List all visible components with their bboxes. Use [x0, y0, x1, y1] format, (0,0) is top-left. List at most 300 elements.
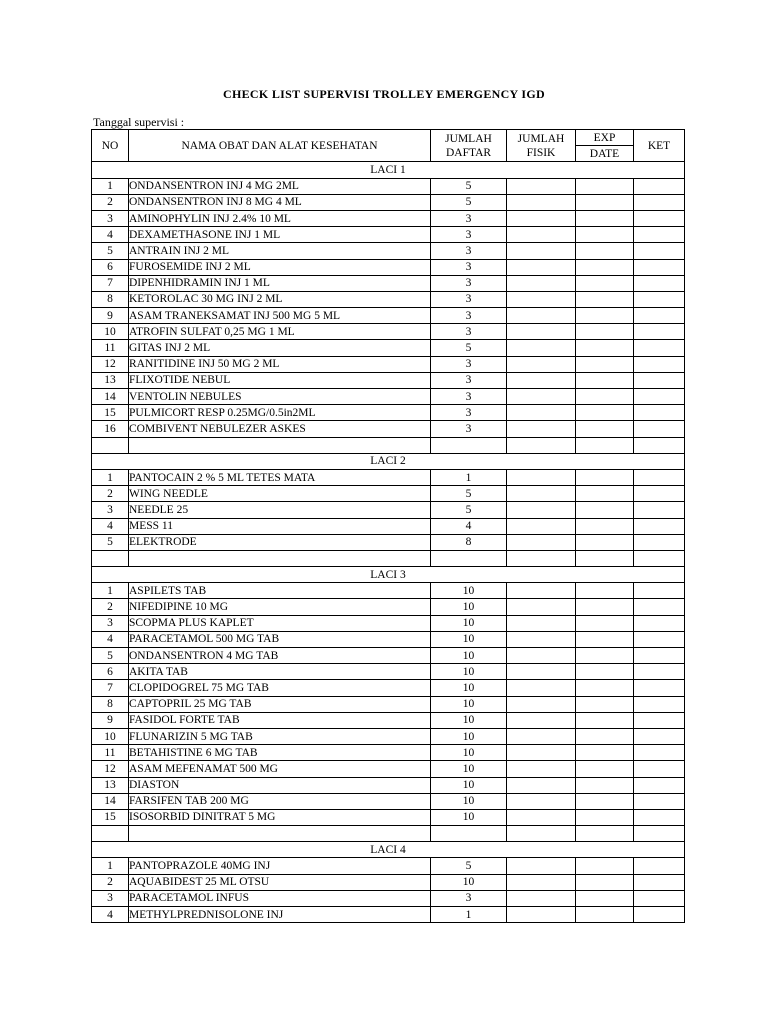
table-row: [92, 648, 685, 664]
jumlah-daftar-value: 5: [431, 502, 507, 518]
item-number: 14: [92, 793, 129, 809]
header-jumlah-fisik-line2: FISIK: [526, 146, 556, 159]
section-label: LACI 1: [92, 162, 685, 178]
jumlah-fisik-cell: [507, 890, 576, 906]
exp-date-cell: [576, 308, 634, 324]
jumlah-daftar-value: 10: [431, 745, 507, 761]
exp-date-cell: [576, 259, 634, 275]
ket-cell: [634, 664, 685, 680]
exp-date-cell: [576, 518, 634, 534]
item-number: 11: [92, 745, 129, 761]
jumlah-daftar-value: 3: [431, 210, 507, 226]
jumlah-fisik-cell: [507, 194, 576, 210]
table-row: [92, 291, 685, 307]
jumlah-daftar-value: 10: [431, 583, 507, 599]
item-number: 3: [92, 502, 129, 518]
exp-date-cell: [576, 486, 634, 502]
exp-date-cell: [576, 777, 634, 793]
ket-cell: [634, 486, 685, 502]
jumlah-fisik-cell: [507, 728, 576, 744]
ket-cell: [634, 680, 685, 696]
jumlah-daftar-value: 10: [431, 631, 507, 647]
table-row: [92, 712, 685, 728]
ket-cell: [634, 728, 685, 744]
exp-date-cell: [576, 194, 634, 210]
jumlah-daftar-value: 10: [431, 664, 507, 680]
table-row: [92, 372, 685, 388]
tanggal-supervisi-label: Tanggal supervisi :: [93, 115, 185, 129]
exp-date-cell: [576, 696, 634, 712]
blank-cell: [507, 550, 576, 566]
item-name: KETOROLAC 30 MG INJ 2 ML: [129, 291, 431, 307]
jumlah-fisik-cell: [507, 664, 576, 680]
table-row: [92, 340, 685, 356]
jumlah-daftar-value: 5: [431, 178, 507, 194]
jumlah-fisik-cell: [507, 793, 576, 809]
table-row: [92, 275, 685, 291]
blank-row: [92, 826, 685, 842]
item-name: DIASTON: [129, 777, 431, 793]
table-row: [92, 728, 685, 744]
item-number: 7: [92, 275, 129, 291]
item-name: ANTRAIN INJ 2 ML: [129, 243, 431, 259]
exp-date-cell: [576, 615, 634, 631]
ket-cell: [634, 291, 685, 307]
exp-date-cell: [576, 680, 634, 696]
table-row: [92, 518, 685, 534]
jumlah-fisik-cell: [507, 858, 576, 874]
ket-cell: [634, 712, 685, 728]
table-row: [92, 210, 685, 226]
item-number: 5: [92, 534, 129, 550]
item-number: 11: [92, 340, 129, 356]
table-row: [92, 631, 685, 647]
ket-cell: [634, 631, 685, 647]
item-number: 15: [92, 809, 129, 825]
jumlah-daftar-value: 3: [431, 243, 507, 259]
jumlah-daftar-value: 10: [431, 809, 507, 825]
jumlah-daftar-value: 10: [431, 615, 507, 631]
jumlah-fisik-cell: [507, 291, 576, 307]
jumlah-daftar-value: 10: [431, 599, 507, 615]
jumlah-daftar-value: 5: [431, 858, 507, 874]
exp-date-cell: [576, 631, 634, 647]
exp-date-cell: [576, 809, 634, 825]
table-row: [92, 178, 685, 194]
item-name: CAPTOPRIL 25 MG TAB: [129, 696, 431, 712]
item-name: METHYLPREDNISOLONE INJ: [129, 907, 431, 923]
jumlah-fisik-cell: [507, 874, 576, 890]
header-jumlah-daftar-line2: DAFTAR: [445, 146, 492, 159]
item-number: 6: [92, 664, 129, 680]
jumlah-fisik-cell: [507, 518, 576, 534]
exp-date-cell: [576, 648, 634, 664]
jumlah-daftar-value: 10: [431, 761, 507, 777]
ket-cell: [634, 372, 685, 388]
item-name: NIFEDIPINE 10 MG: [129, 599, 431, 615]
blank-cell: [576, 550, 634, 566]
jumlah-fisik-cell: [507, 275, 576, 291]
ket-cell: [634, 405, 685, 421]
exp-date-cell: [576, 227, 634, 243]
jumlah-fisik-cell: [507, 696, 576, 712]
ket-cell: [634, 275, 685, 291]
exp-date-cell: [576, 324, 634, 340]
jumlah-fisik-cell: [507, 486, 576, 502]
table-row: [92, 502, 685, 518]
ket-cell: [634, 518, 685, 534]
exp-date-cell: [576, 178, 634, 194]
jumlah-daftar-value: 10: [431, 680, 507, 696]
table-row: [92, 599, 685, 615]
item-number: 12: [92, 356, 129, 372]
section-label: LACI 4: [92, 842, 685, 858]
table-row: [92, 421, 685, 437]
item-name: PARACETAMOL INFUS: [129, 890, 431, 906]
jumlah-fisik-cell: [507, 712, 576, 728]
table-row: [92, 583, 685, 599]
jumlah-daftar-value: 3: [431, 421, 507, 437]
table-row: [92, 356, 685, 372]
item-number: 1: [92, 858, 129, 874]
ket-cell: [634, 421, 685, 437]
jumlah-fisik-cell: [507, 615, 576, 631]
blank-cell: [634, 826, 685, 842]
item-number: 1: [92, 178, 129, 194]
ket-cell: [634, 745, 685, 761]
checklist-table: [91, 129, 685, 923]
exp-date-cell: [576, 728, 634, 744]
table-row: [92, 405, 685, 421]
jumlah-fisik-cell: [507, 777, 576, 793]
item-name: DEXAMETHASONE INJ 1 ML: [129, 227, 431, 243]
ket-cell: [634, 194, 685, 210]
table-row: [92, 486, 685, 502]
item-name: DIPENHIDRAMIN INJ 1 ML: [129, 275, 431, 291]
exp-date-cell: [576, 405, 634, 421]
jumlah-fisik-cell: [507, 405, 576, 421]
header-jumlah-fisik: [507, 130, 576, 162]
header-row-1: [92, 130, 685, 146]
table-row: [92, 469, 685, 485]
ket-cell: [634, 874, 685, 890]
jumlah-daftar-value: 10: [431, 648, 507, 664]
jumlah-daftar-value: 10: [431, 728, 507, 744]
item-number: 13: [92, 777, 129, 793]
item-number: 5: [92, 648, 129, 664]
exp-date-cell: [576, 291, 634, 307]
table-row: [92, 809, 685, 825]
item-number: 3: [92, 615, 129, 631]
section-label: LACI 3: [92, 567, 685, 583]
jumlah-daftar-value: 10: [431, 696, 507, 712]
table-row: [92, 907, 685, 923]
header-exp: EXP: [576, 130, 634, 146]
jumlah-fisik-cell: [507, 648, 576, 664]
ket-cell: [634, 324, 685, 340]
blank-cell: [431, 826, 507, 842]
exp-date-cell: [576, 907, 634, 923]
ket-cell: [634, 890, 685, 906]
item-number: 16: [92, 421, 129, 437]
item-number: 5: [92, 243, 129, 259]
jumlah-fisik-cell: [507, 680, 576, 696]
section-row: [92, 162, 685, 178]
item-name: ASAM MEFENAMAT 500 MG: [129, 761, 431, 777]
item-name: AKITA TAB: [129, 664, 431, 680]
ket-cell: [634, 469, 685, 485]
item-name: PULMICORT RESP 0.25MG/0.5in2ML: [129, 405, 431, 421]
blank-row: [92, 437, 685, 453]
table-row: [92, 259, 685, 275]
jumlah-fisik-cell: [507, 469, 576, 485]
item-name: ASPILETS TAB: [129, 583, 431, 599]
ket-cell: [634, 534, 685, 550]
jumlah-daftar-value: 3: [431, 308, 507, 324]
exp-date-cell: [576, 243, 634, 259]
jumlah-daftar-value: 10: [431, 874, 507, 890]
table-row: [92, 745, 685, 761]
item-name: ATROFIN SULFAT 0,25 MG 1 ML: [129, 324, 431, 340]
item-name: VENTOLIN NEBULES: [129, 389, 431, 405]
jumlah-fisik-cell: [507, 340, 576, 356]
item-name: ONDANSENTRON 4 MG TAB: [129, 648, 431, 664]
table-row: [92, 761, 685, 777]
item-name: COMBIVENT NEBULEZER ASKES: [129, 421, 431, 437]
ket-cell: [634, 793, 685, 809]
exp-date-cell: [576, 793, 634, 809]
jumlah-daftar-value: 3: [431, 259, 507, 275]
ket-cell: [634, 227, 685, 243]
jumlah-fisik-cell: [507, 809, 576, 825]
jumlah-fisik-cell: [507, 907, 576, 923]
exp-date-cell: [576, 858, 634, 874]
ket-cell: [634, 210, 685, 226]
jumlah-daftar-value: 3: [431, 389, 507, 405]
header-name: NAMA OBAT DAN ALAT KESEHATAN: [129, 130, 431, 162]
table-row: [92, 324, 685, 340]
exp-date-cell: [576, 534, 634, 550]
exp-date-cell: [576, 372, 634, 388]
exp-date-cell: [576, 356, 634, 372]
table-row: [92, 696, 685, 712]
section-row: [92, 842, 685, 858]
jumlah-daftar-value: 10: [431, 793, 507, 809]
item-number: 15: [92, 405, 129, 421]
item-number: 3: [92, 210, 129, 226]
exp-date-cell: [576, 389, 634, 405]
ket-cell: [634, 502, 685, 518]
table-row: [92, 680, 685, 696]
blank-row: [92, 550, 685, 566]
ket-cell: [634, 178, 685, 194]
item-number: 6: [92, 259, 129, 275]
item-number: 2: [92, 874, 129, 890]
item-number: 2: [92, 194, 129, 210]
document-title: CHECK LIST SUPERVISI TROLLEY EMERGENCY IGD: [223, 87, 545, 101]
ket-cell: [634, 259, 685, 275]
ket-cell: [634, 243, 685, 259]
blank-cell: [634, 437, 685, 453]
table-body: [92, 162, 685, 923]
item-name: ISOSORBID DINITRAT 5 MG: [129, 809, 431, 825]
item-number: 9: [92, 308, 129, 324]
jumlah-daftar-value: 3: [431, 291, 507, 307]
blank-cell: [576, 826, 634, 842]
exp-date-cell: [576, 712, 634, 728]
blank-cell: [507, 826, 576, 842]
blank-cell: [92, 437, 129, 453]
jumlah-fisik-cell: [507, 324, 576, 340]
item-name: PARACETAMOL 500 MG TAB: [129, 631, 431, 647]
jumlah-fisik-cell: [507, 178, 576, 194]
item-name: FUROSEMIDE INJ 2 ML: [129, 259, 431, 275]
item-name: CLOPIDOGREL 75 MG TAB: [129, 680, 431, 696]
item-name: SCOPMA PLUS KAPLET: [129, 615, 431, 631]
item-name: GITAS INJ 2 ML: [129, 340, 431, 356]
table-row: [92, 858, 685, 874]
jumlah-daftar-value: 10: [431, 712, 507, 728]
jumlah-fisik-cell: [507, 631, 576, 647]
jumlah-daftar-value: 8: [431, 534, 507, 550]
table-row: [92, 227, 685, 243]
blank-cell: [129, 826, 431, 842]
exp-date-cell: [576, 745, 634, 761]
blank-cell: [507, 437, 576, 453]
item-number: 7: [92, 680, 129, 696]
item-name: ONDANSENTRON INJ 4 MG 2ML: [129, 178, 431, 194]
jumlah-daftar-value: 1: [431, 907, 507, 923]
exp-date-cell: [576, 761, 634, 777]
exp-date-cell: [576, 874, 634, 890]
item-number: 10: [92, 728, 129, 744]
jumlah-fisik-cell: [507, 534, 576, 550]
blank-cell: [431, 437, 507, 453]
jumlah-daftar-value: 4: [431, 518, 507, 534]
ket-cell: [634, 809, 685, 825]
item-number: 2: [92, 599, 129, 615]
exp-date-cell: [576, 340, 634, 356]
blank-cell: [129, 437, 431, 453]
item-number: 1: [92, 469, 129, 485]
jumlah-daftar-value: 5: [431, 194, 507, 210]
jumlah-daftar-value: 3: [431, 275, 507, 291]
jumlah-fisik-cell: [507, 356, 576, 372]
header-no: NO: [92, 130, 129, 162]
jumlah-daftar-value: 3: [431, 405, 507, 421]
exp-date-cell: [576, 599, 634, 615]
ket-cell: [634, 356, 685, 372]
exp-date-cell: [576, 583, 634, 599]
table-row: [92, 389, 685, 405]
jumlah-fisik-cell: [507, 210, 576, 226]
item-name: FARSIFEN TAB 200 MG: [129, 793, 431, 809]
item-name: WING NEEDLE: [129, 486, 431, 502]
exp-date-cell: [576, 210, 634, 226]
item-number: 4: [92, 907, 129, 923]
item-name: FLIXOTIDE NEBUL: [129, 372, 431, 388]
jumlah-daftar-value: 1: [431, 469, 507, 485]
table-row: [92, 664, 685, 680]
section-label: LACI 2: [92, 453, 685, 469]
jumlah-fisik-cell: [507, 227, 576, 243]
jumlah-fisik-cell: [507, 372, 576, 388]
jumlah-fisik-cell: [507, 389, 576, 405]
ket-cell: [634, 389, 685, 405]
header-jumlah-daftar-line1: JUMLAH: [445, 132, 492, 145]
jumlah-fisik-cell: [507, 243, 576, 259]
item-name: PANTOCAIN 2 % 5 ML TETES MATA: [129, 469, 431, 485]
item-name: ONDANSENTRON INJ 8 MG 4 ML: [129, 194, 431, 210]
table-row: [92, 890, 685, 906]
jumlah-fisik-cell: [507, 599, 576, 615]
item-name: ASAM TRANEKSAMAT INJ 500 MG 5 ML: [129, 308, 431, 324]
table-row: [92, 243, 685, 259]
item-name: ELEKTRODE: [129, 534, 431, 550]
jumlah-daftar-value: 3: [431, 227, 507, 243]
jumlah-fisik-cell: [507, 259, 576, 275]
item-number: 14: [92, 389, 129, 405]
jumlah-daftar-value: 5: [431, 340, 507, 356]
exp-date-cell: [576, 664, 634, 680]
item-name: BETAHISTINE 6 MG TAB: [129, 745, 431, 761]
table-row: [92, 615, 685, 631]
blank-cell: [576, 437, 634, 453]
item-name: FASIDOL FORTE TAB: [129, 712, 431, 728]
item-name: PANTOPRAZOLE 40MG INJ: [129, 858, 431, 874]
item-name: AQUABIDEST 25 ML OTSU: [129, 874, 431, 890]
header-jumlah-daftar: [431, 130, 507, 162]
exp-date-cell: [576, 502, 634, 518]
item-number: 4: [92, 631, 129, 647]
ket-cell: [634, 761, 685, 777]
ket-cell: [634, 308, 685, 324]
item-number: 1: [92, 583, 129, 599]
ket-cell: [634, 777, 685, 793]
table-row: [92, 308, 685, 324]
jumlah-fisik-cell: [507, 745, 576, 761]
item-number: 10: [92, 324, 129, 340]
jumlah-daftar-value: 3: [431, 356, 507, 372]
ket-cell: [634, 858, 685, 874]
item-number: 4: [92, 227, 129, 243]
item-number: 8: [92, 291, 129, 307]
ket-cell: [634, 648, 685, 664]
ket-cell: [634, 340, 685, 356]
item-number: 13: [92, 372, 129, 388]
ket-cell: [634, 599, 685, 615]
item-name: AMINOPHYLIN INJ 2.4% 10 ML: [129, 210, 431, 226]
jumlah-daftar-value: 3: [431, 890, 507, 906]
item-number: 12: [92, 761, 129, 777]
ket-cell: [634, 615, 685, 631]
item-number: 9: [92, 712, 129, 728]
item-name: NEEDLE 25: [129, 502, 431, 518]
jumlah-daftar-value: 3: [431, 372, 507, 388]
ket-cell: [634, 583, 685, 599]
item-name: RANITIDINE INJ 50 MG 2 ML: [129, 356, 431, 372]
table-row: [92, 777, 685, 793]
item-name: FLUNARIZIN 5 MG TAB: [129, 728, 431, 744]
header-jumlah-fisik-line1: JUMLAH: [517, 132, 565, 145]
exp-date-cell: [576, 469, 634, 485]
blank-cell: [129, 550, 431, 566]
item-name: MESS 11: [129, 518, 431, 534]
item-number: 8: [92, 696, 129, 712]
exp-date-cell: [576, 275, 634, 291]
exp-date-cell: [576, 890, 634, 906]
jumlah-daftar-value: 10: [431, 777, 507, 793]
